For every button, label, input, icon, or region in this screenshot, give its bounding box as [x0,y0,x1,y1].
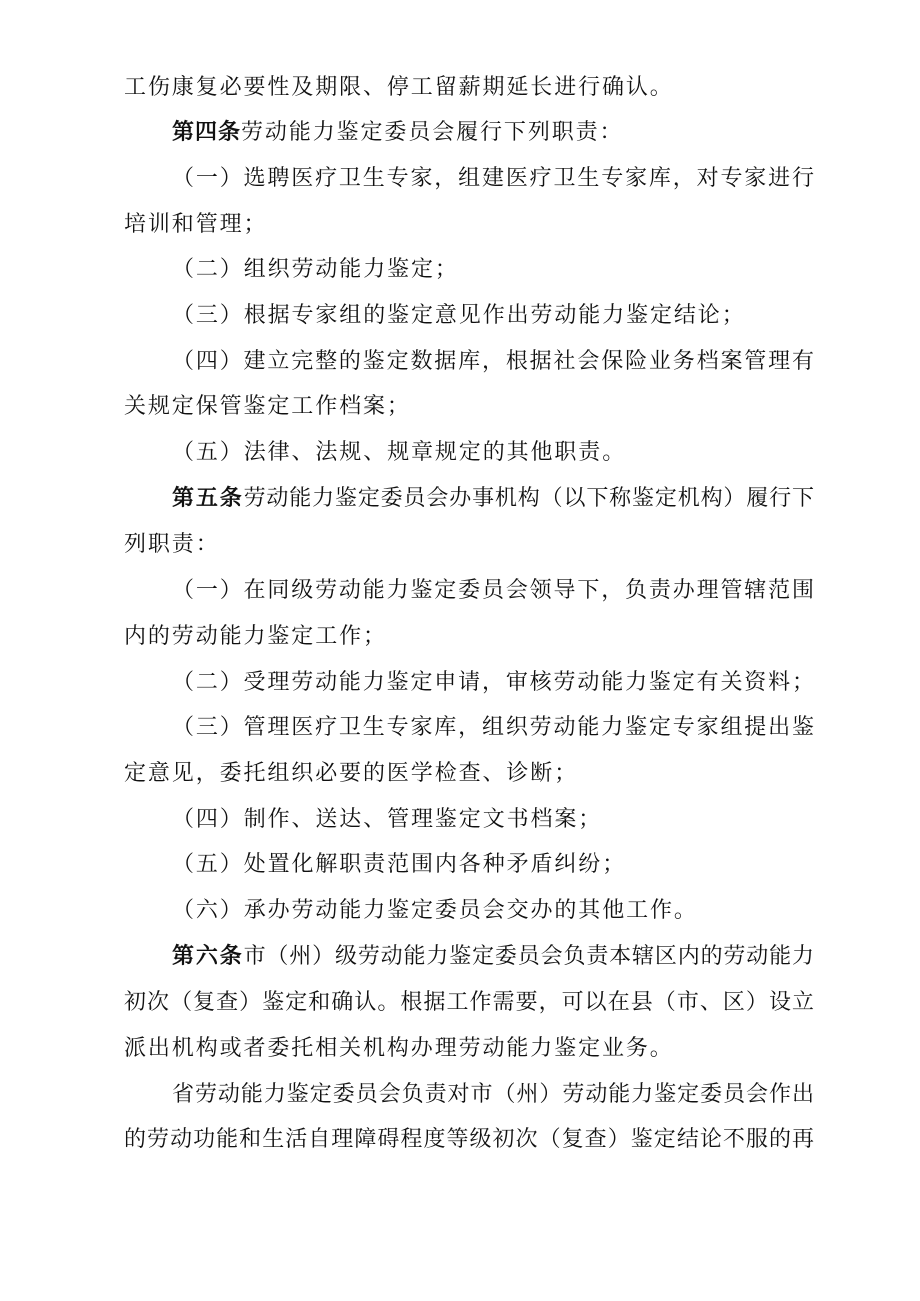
article-5-item-4: （四）制作、送达、管理鉴定文书档案； [172,807,603,832]
article-5-item-1: （一）在同级劳动能力鉴定委员会领导下，负责办理管辖范围 [172,578,814,603]
article-6-paragraph-2-line-2: 的劳动功能和生活自理障碍程度等级初次（复查）鉴定结论不服的再 [124,1127,814,1152]
article-4-item-5: （五）法律、法规、规章规定的其他职责。 [172,440,627,465]
article-5-item-2: （二）受理劳动能力鉴定申请，审核劳动能力鉴定有关资料； [172,670,814,695]
article-6-paragraph-1-line-3: 派出机构或者委托相关机构办理劳动能力鉴定业务。 [124,1036,674,1061]
article-4-item-1: （一）选聘医疗卫生专家，组建医疗卫生专家库，对专家进行 [172,166,814,191]
article-number: 第四条 [172,120,242,145]
article-5-heading: 第五条劳动能力鉴定委员会办事机构（以下称鉴定机构）履行下 [172,486,814,511]
article-4-item-4: （四）建立完整的鉴定数据库，根据社会保险业务档案管理有 [172,349,814,374]
article-6-heading: 第六条市（州）级劳动能力鉴定委员会负责本辖区内的劳动能力 [172,944,814,969]
article-6-paragraph-1-line-2: 初次（复查）鉴定和确认。根据工作需要，可以在县（市、区）设立 [124,990,814,1015]
article-4-item-2: （二）组织劳动能力鉴定； [172,257,459,282]
article-5-item-6: （六）承办劳动能力鉴定委员会交办的其他工作。 [172,898,698,923]
article-5-item-1-continuation: 内的劳动能力鉴定工作； [124,624,387,649]
article-number: 第六条 [172,944,244,969]
article-5-item-3-continuation: 定意见，委托组织必要的医学检查、诊断； [124,761,579,786]
article-4-heading: 第四条劳动能力鉴定委员会履行下列职责： [172,120,624,145]
article-5-item-3: （三）管理医疗卫生专家库，组织劳动能力鉴定专家组提出鉴 [172,715,814,740]
article-4-item-3: （三）根据专家组的鉴定意见作出劳动能力鉴定结论； [172,303,746,328]
article-6-paragraph-2-line-1: 省劳动能力鉴定委员会负责对市（州）劳动能力鉴定委员会作出 [172,1082,814,1107]
article-number: 第五条 [172,486,244,511]
article-5-item-5: （五）处置化解职责范围内各种矛盾纠纷； [172,852,627,877]
article-5-heading-continuation: 列职责： [124,532,220,557]
article-4-item-1-continuation: 培训和管理； [124,212,268,237]
article-4-item-4-continuation: 关规定保管鉴定工作档案； [124,394,411,419]
text-line-continuation: 工伤康复必要性及期限、停工留薪期延长进行确认。 [124,75,674,100]
